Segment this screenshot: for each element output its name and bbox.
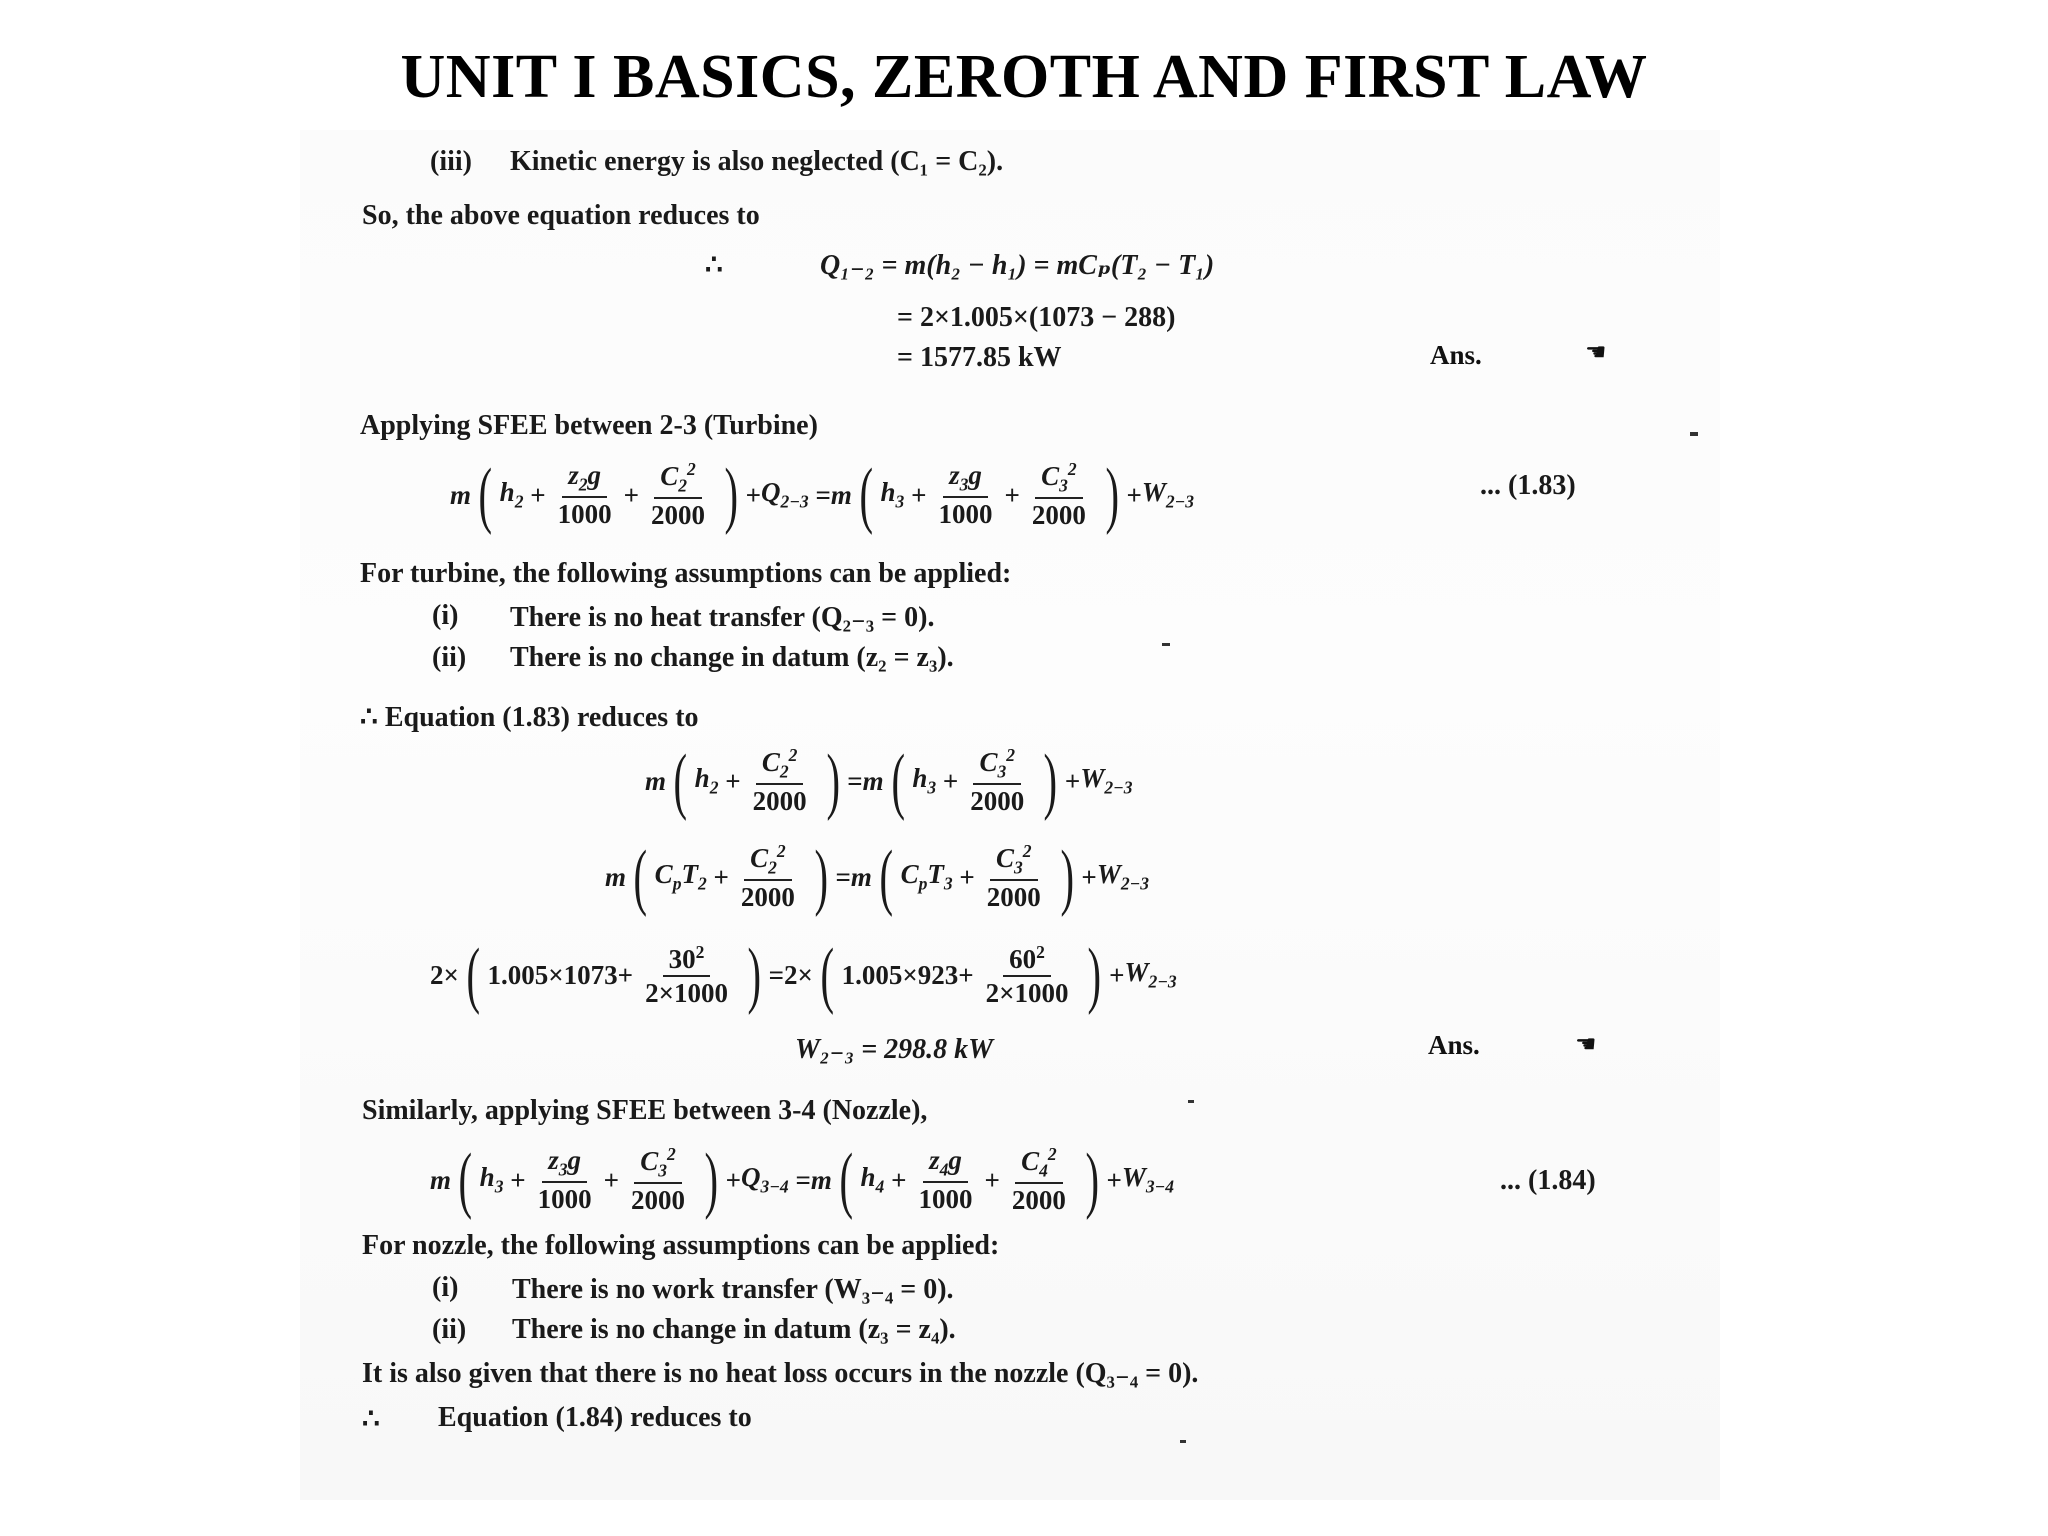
equation-ref-1-84: ... (1.84)	[1500, 1165, 1596, 1196]
equation-1-84: m ( $h_3$ + $\frac{z_3g}{1000}$ + $\frac{C_3^2}{2000}$ ) + $Q_{3-4}$ = m ( $h_4$ + $\frac{z_4g}{1000}$ + $\frac{C_4^2}{2000}$ ) + $W_{3-4}$	[430, 1139, 1175, 1221]
nozzle-ii-text: There is no change in datum (z₃ = z₄).	[512, 1314, 956, 1345]
item-iii-text: Kinetic energy is also neglected (C₁ = C₂).	[510, 146, 1004, 177]
therefore-symbol-2: ∴	[362, 1404, 380, 1435]
answer-label-2: Ans.	[1428, 1030, 1480, 1060]
q12-result: = 1577.85 kW	[897, 342, 1062, 373]
q12-step: = 2×1.005×(1073 − 288)	[897, 302, 1176, 333]
heat-loss-text: It is also given that there is no heat loss occurs in the nozzle (Q₃₋₄ = 0).	[362, 1358, 1199, 1389]
turbine-i-text: There is no heat transfer (Q₂₋₃ = 0).	[510, 602, 935, 633]
pointing-hand-icon: ☚	[1585, 340, 1607, 366]
pointing-hand-icon-2: ☚	[1575, 1032, 1597, 1058]
nozzle-i-label: (i)	[432, 1272, 459, 1303]
nozzle-assumptions: For nozzle, the following assumptions can be applied:	[362, 1230, 1000, 1261]
sfee-23-heading: Applying SFEE between 2-3 (Turbine)	[360, 410, 818, 441]
equation-numeric-substitution: 2× ( 1.005×1073+ $\frac{30^2}{2\times 1000}$ ) =2× ( 1.005×923+ $\frac{60^2}{2\times 1000}$ ) + $W_{2-3}$	[430, 934, 1177, 1016]
equation-ref-1-83: ... (1.83)	[1480, 470, 1576, 501]
scan-speck	[1162, 643, 1170, 646]
equation-reduced-cp: m ( $C_pT_2$ + $\frac{C_2^2}{2000}$ ) = m ( $C_pT_3$ + $\frac{C_3^2}{2000}$ ) + $W_{2-3}$	[605, 836, 1149, 918]
scanned-page	[300, 130, 1720, 1500]
equation-1-83: m ( $h_2$ + $\frac{z_2g}{1000}$ + $\frac{C_2^2}{2000}$ ) + $Q_{2-3}$ = m ( $h_3$ + $\frac{z_3g}{1000}$ + $\frac{C_3^2}{2000}$ ) + $W_{2-3}$	[450, 454, 1195, 536]
eq183-reduces: ∴ Equation (1.83) reduces to	[360, 702, 699, 733]
scan-speck	[1188, 1100, 1194, 1103]
eq184-reduces: Equation (1.84) reduces to	[438, 1402, 752, 1433]
so-text: So, the above equation reduces to	[362, 200, 760, 231]
answer-label: Ans.	[1430, 340, 1482, 370]
w23-result: W₂₋₃ = 298.8 kW	[795, 1034, 994, 1065]
therefore-symbol: ∴	[705, 250, 723, 281]
scan-speck	[1690, 432, 1698, 436]
scan-speck	[1180, 1440, 1186, 1443]
page-title: UNIT I BASICS, ZEROTH AND FIRST LAW	[400, 43, 1648, 111]
q12-equation: Q₁₋₂ = m(h₂ − h₁) = mCₚ(T₂ − T₁)	[820, 250, 1215, 281]
item-iii-label: (iii)	[430, 146, 472, 177]
turbine-i-label: (i)	[432, 600, 459, 631]
turbine-ii-text: There is no change in datum (z₂ = z₃).	[510, 642, 954, 673]
nozzle-i-text: There is no work transfer (W₃₋₄ = 0).	[512, 1274, 954, 1305]
turbine-ii-label: (ii)	[432, 642, 467, 673]
nozzle-ii-label: (ii)	[432, 1314, 467, 1345]
equation-reduced-enthalpy: m ( $h_2$ + $\frac{C_2^2}{2000}$ ) = m ( $h_3$ + $\frac{C_3^2}{2000}$ ) + $W_{2-3}$	[645, 740, 1133, 822]
sfee-34-heading: Similarly, applying SFEE between 3-4 (Nozzle),	[362, 1095, 928, 1126]
turbine-assumptions: For turbine, the following assumptions can be applied:	[360, 558, 1012, 589]
